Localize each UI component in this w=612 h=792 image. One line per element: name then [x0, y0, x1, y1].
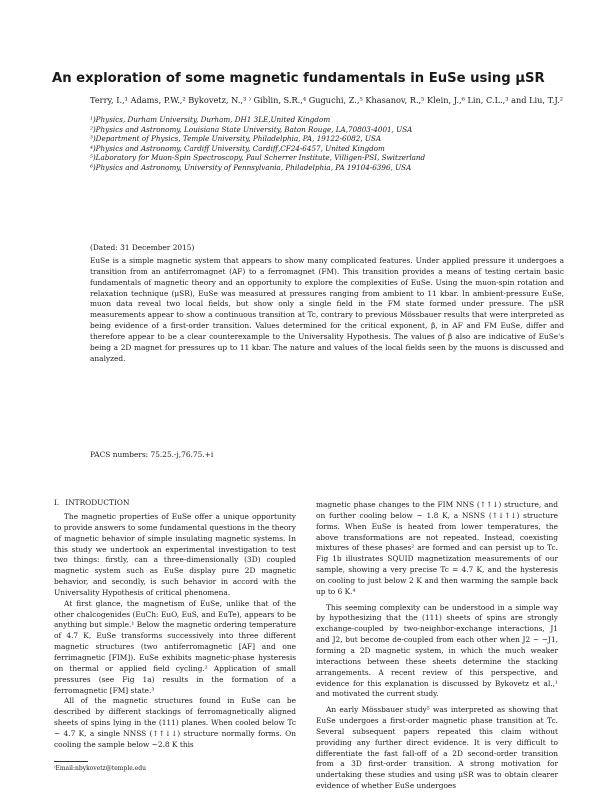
abstract: EuSe is a simple magnetic system that appears to show many complicated features. Under applied pressure it undergoes a transition from an antiferromagnet (AF) to a ferromagnet (FM). This transition provides a means of testing certain basic fundamentals of magnetic theory and an opportunity to explore the complexities of EuSe. Using the muon-spin rotation and relaxation technique (μSR), EuSe was measured at pressures ranging from ambient to 11 kbar. In ambient-pressure EuSe, muon data reveal two local fields, but show only a single field in the FM state formed under pressure. The μSR measurements appear to show a continuous transition at Tc, contrary to previous Mössbauer results that were interpreted as being evidence of a first-order transition. Values determined for the critical exponent, β, in AF and FM EuSe, differ and therefore appear to be a clear counterexample to the Universality Hypothesis. The values of β also are indicative of EuSe's being a 2D magnet for pressures up to 11 kbar. The nature and values of the local fields seen by the muons is discussed and analyzed. [90, 256, 564, 363]
affiliation-list [90, 115, 570, 173]
paragraph: All of the magnetic structures found in EuSe can be described by different stackings of ferromagnetically aligned sheets of spins lying in the (111) planes. When cooled below Tc ~ 4.7 K, a single NNSS (↑↑↓↓) structure normally forms. On cooling the sample below ~2.8 K this [54, 696, 296, 749]
author-list: Terry, I.,¹ Adams, P.W.,² Bykovetz, N.,³ ⁾ Giblin, S.R.,⁴ Guguchi, Z.,⁵ Khasanov, R.,⁵ Klein, J.,⁶ Lin, C.L.,³ and Liu, T.J.² [90, 95, 564, 105]
paragraph: This seeming complexity can be understood in a simple way by hypothesizing that the (111) sheets of spins are strongly exchange-coupled by two-neighbor-exchange interactions, J1 and J2, but become de-coupled from each other when J2 ~ −J1, forming a 2D magnetic system, in which the much weaker interactions between these sheets determine the stacking arrangements. A recent review of this perspective, and evidence for this explanation is discussed by Bykovetz et al.,¹ and motivated the current study. [316, 602, 558, 699]
footnote-rule [54, 761, 88, 762]
date-line: (Dated: 31 December 2015) [90, 243, 195, 252]
affiliation-4: ⁴)Physics and Astronomy, Cardiff University, Cardiff,CF24-6457, United Kingdom [90, 143, 385, 153]
paragraph: magnetic phase changes to the FIM NNS (↑↑↓) structure, and on further cooling below ~ 1.8 K, a NSNS (↑↓↑↓) structure forms. When EuSe is heated from lower temperatures, the above transformations are not repeated. Instead, coexisting mixtures of these phases² are formed and can persist up to Tc. Fig 1b illustrates SQUID magnetization measurements of our sample, showing a very precise Tc = 4.7 K, and the hysteresis on cooling to just below 2 K and then warming the sample back up to 6 K.⁴ [316, 500, 558, 596]
affiliation-6: ⁶)Physics and Astronomy, University of Pennsylvania, Philadelphia, PA 19104-6396, USA [90, 162, 412, 172]
pacs-numbers: PACS numbers: 75.25.-j,76.75.+i [90, 450, 214, 459]
section-title: INTRODUCTION [65, 498, 130, 507]
section-number: I. [54, 498, 60, 507]
section-heading [54, 498, 129, 508]
paper-title: An exploration of some magnetic fundamentals in EuSe using μSR [52, 71, 545, 86]
paragraph: An early Mössbauer study⁵ was interpreted as showing that EuSe undergoes a first-order magnetic phase transition at Tc. Several subsequent papers repeated this claim without providing any further direct evidence. It is very difficult to differentiate the fast fall-off of a 2D second-order transition from a 3D first-order transition. A strong motivation for undertaking these studies and using μSR was to obtain clearer evidence of whether EuSe undergoes [316, 705, 558, 791]
paragraph: The magnetic properties of EuSe offer a unique opportunity to provide answers to some fundamental questions in the theory of magnetic behavior of simple insulating magnetic systems. In this study we undertook an experimental investigation to test two things: firstly, can a three-dimensionally (3D) coupled magnetic system such as EuSe display pure 2D magnetic behavior, and secondly, is such behavior in accord with the Universality Hypothesis of critical phenomena. [54, 512, 296, 597]
affiliation-2: ²)Physics and Astronomy, Louisiana State University, Baton Rouge, LA,70803-4001, USA [90, 124, 413, 134]
affiliation-5: ⁵)Laboratory for Muon-Spin Spectroscopy, Paul Scherrer Institute, Villigen-PSI, Switzerland [90, 153, 426, 163]
right-column [316, 500, 558, 792]
affiliation-3: ³)Department of Physics, Temple University, Philadelphia, PA, 19122-6082, USA [90, 134, 382, 144]
affiliation-1: ¹)Physics, Durham University, Durham, DH1 3LE,United Kingdom [90, 115, 331, 124]
paragraph: At first glance, the magnetism of EuSe, unlike that of the other chalcogenides (EuCh: EuO, EuS, and EuTe), appears to be anything but simple.¹ Below the magnetic ordering temperature of 4.7 K, EuSe transforms successively into three different magnetic structures (two antiferromagnetic [AF] and one ferrimagnetic [FIM]). EuSe exhibits magnetic-phase hysteresis on thermal or applied field cycling.² Application of small pressures (see Fig 1a) results in the formation of a ferromagnetic [FM] state.³ [54, 598, 296, 695]
footnote-email: ⁾Email:nbykovetz@temple.edu [54, 765, 146, 772]
left-column [54, 512, 296, 751]
